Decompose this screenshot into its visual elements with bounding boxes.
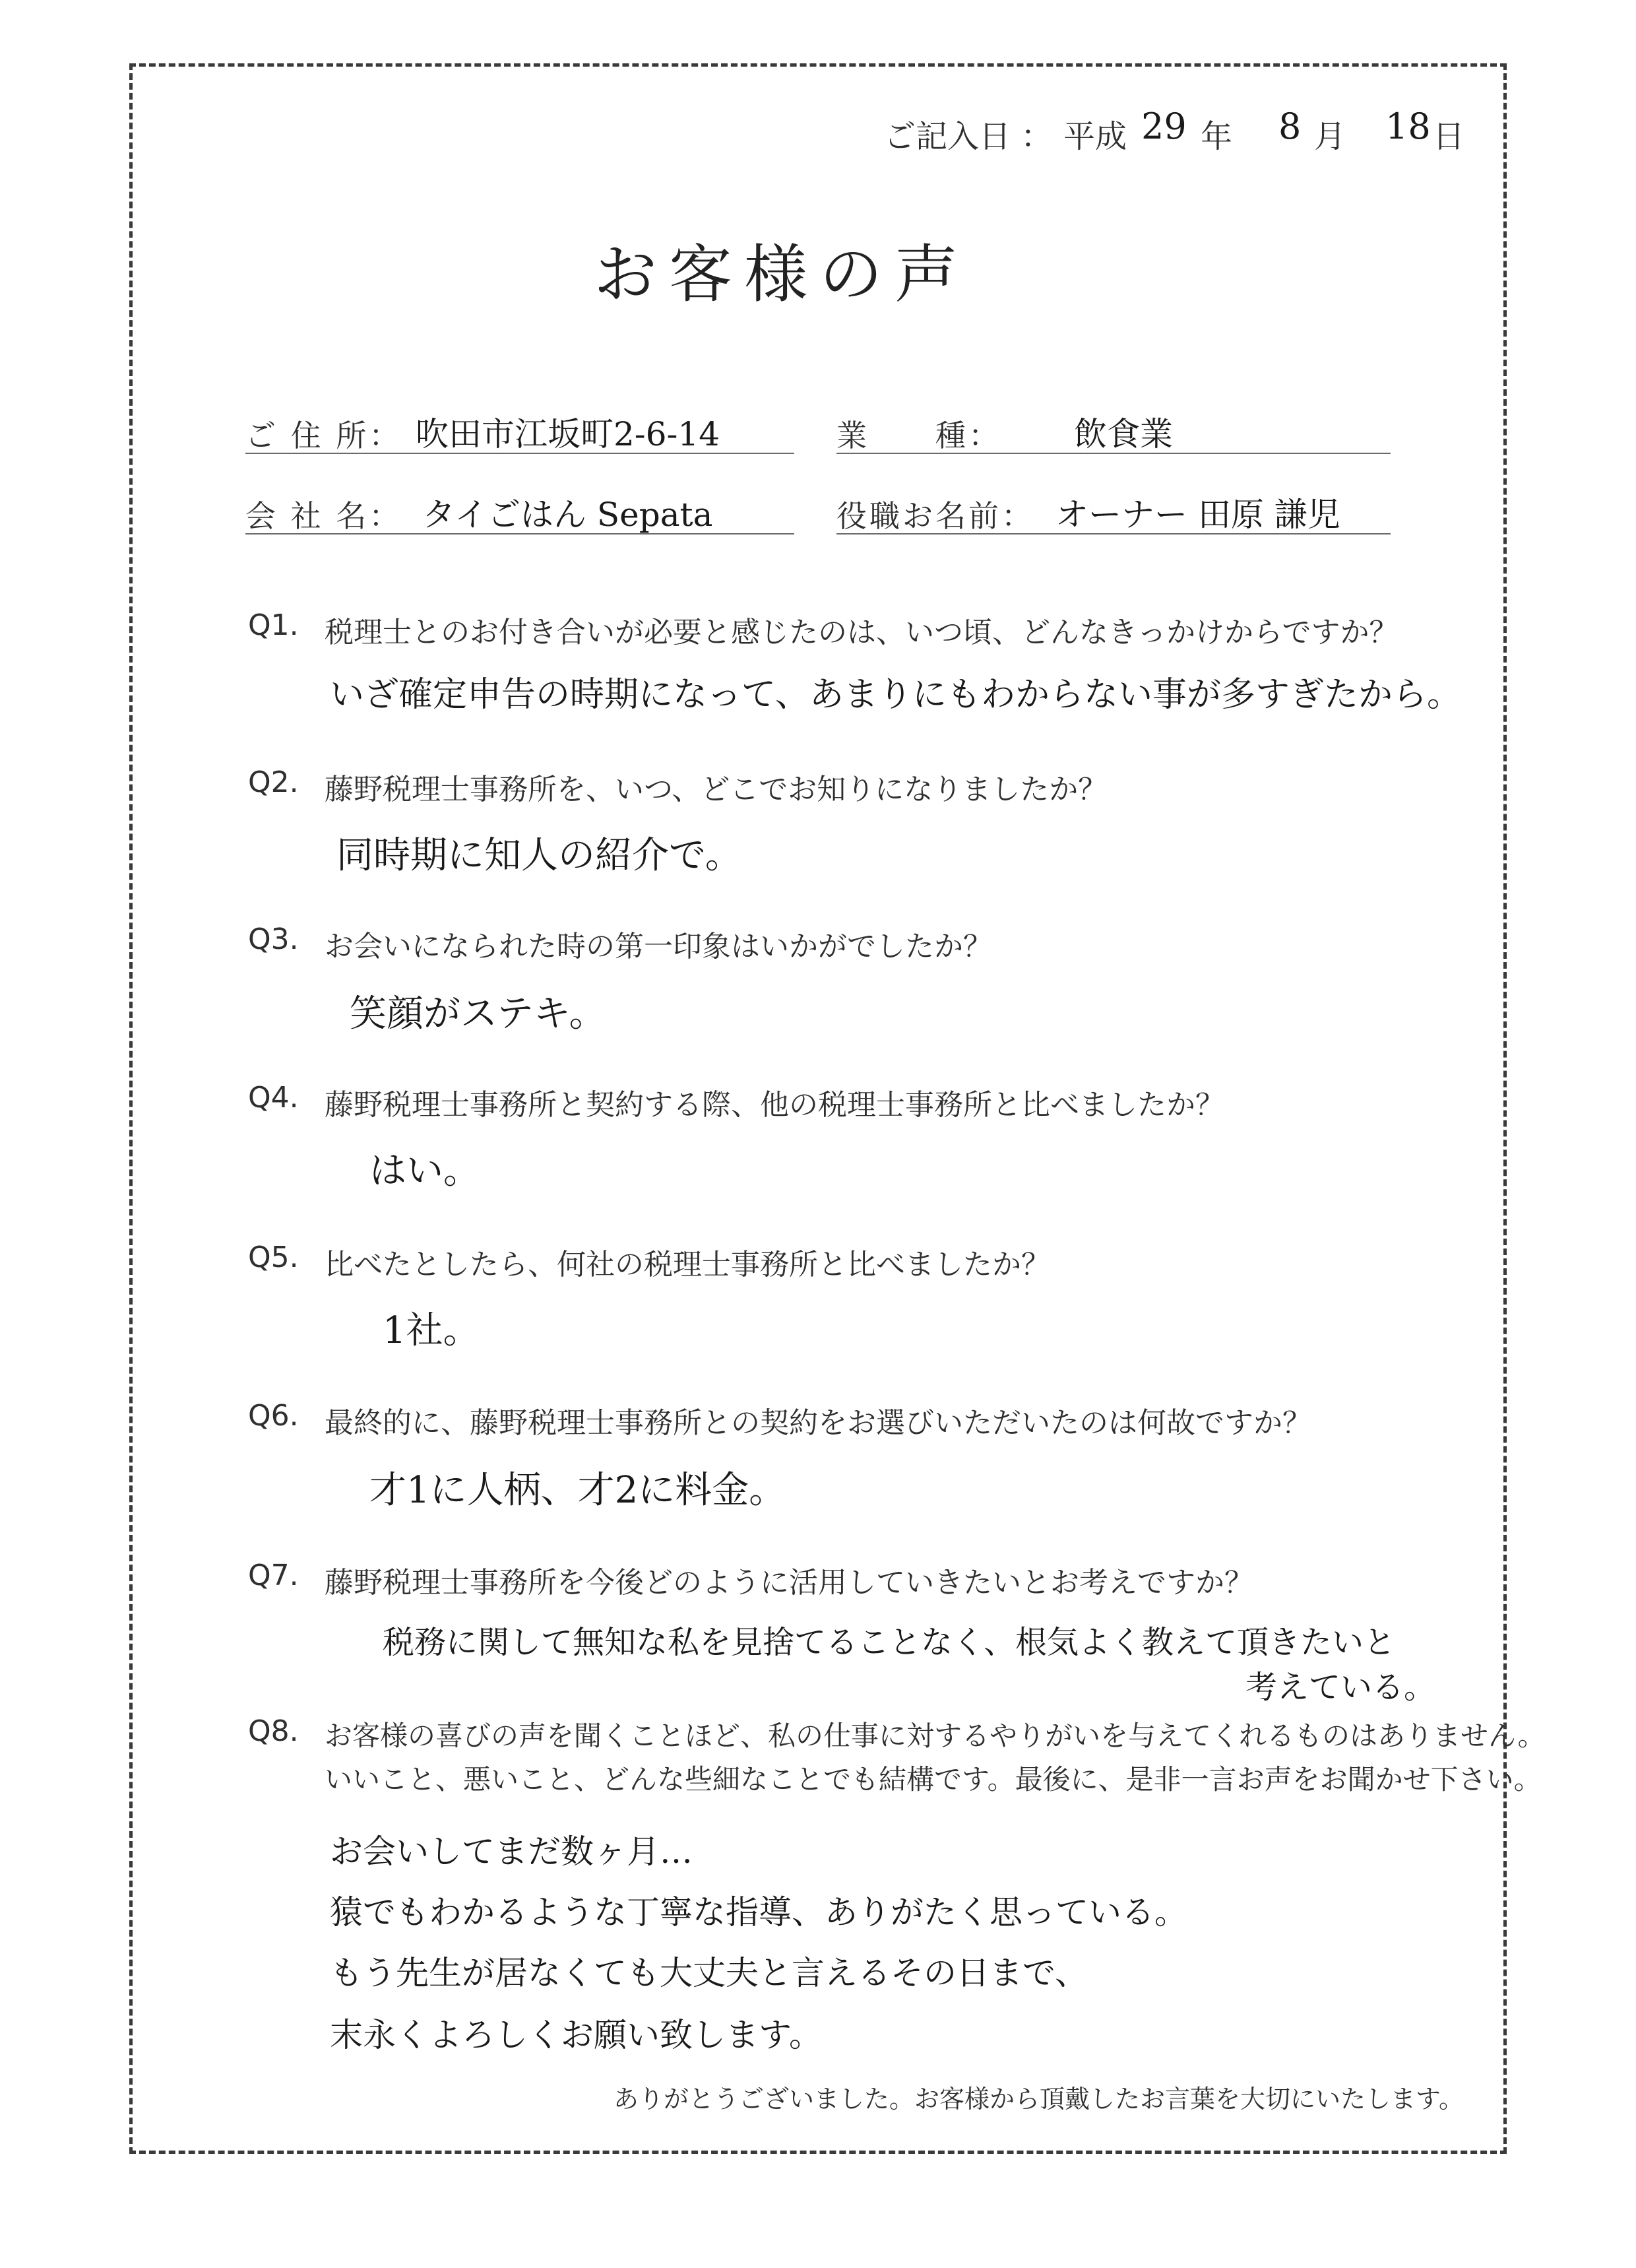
answer-text: 猿でもわかるような丁寧な指導、ありがたく思っている。 bbox=[330, 1893, 1187, 1931]
question-text: 比べたとしたら、何社の税理士事務所と比べましたか？ bbox=[325, 1248, 1050, 1281]
question-text: 藤野税理士事務所を今後どのように活用していきたいとお考えですか？ bbox=[325, 1566, 1253, 1600]
date-label: ご記入日 ： bbox=[884, 118, 1053, 155]
position-value: オーナー 田原 謙児 bbox=[1055, 496, 1340, 534]
answer-text: 税務に関して無知な私を見捨てることなく、根気よく教えて頂きたいと bbox=[383, 1624, 1396, 1661]
question-number: Q3. bbox=[248, 923, 299, 956]
answer-text: 考えている。 bbox=[1245, 1669, 1436, 1706]
question-text: お会いになられた時の第一印象はいかがでしたか？ bbox=[325, 930, 992, 963]
question-number: Q8. bbox=[248, 1714, 299, 1748]
answer-text: 末永くよろしくお願い致します。 bbox=[330, 2016, 822, 2054]
address-label: ご 住 所： bbox=[245, 418, 402, 453]
date-year: 29 bbox=[1141, 106, 1187, 147]
date-year-unit: 年 bbox=[1201, 118, 1233, 155]
question-number: Q1. bbox=[248, 608, 299, 642]
question-number: Q7. bbox=[248, 1559, 299, 1592]
address-underline bbox=[245, 453, 794, 454]
question-text: お客様の喜びの声を聞くことほど、私の仕事に対するやりがいを与えてくれるものはありません。 bbox=[325, 1720, 1546, 1752]
question-text: 藤野税理士事務所を、いつ、どこでお知りになりましたか？ bbox=[325, 773, 1108, 806]
question-text: 最終的に、藤野税理士事務所との契約をお選びいただいたのは何故ですか？ bbox=[325, 1406, 1311, 1440]
question-number: Q4. bbox=[248, 1081, 299, 1115]
answer-text: 1社。 bbox=[383, 1309, 480, 1352]
industry-value: 飲食業 bbox=[1074, 415, 1173, 453]
question-text: 藤野税理士事務所と契約する際、他の税理士事務所と比べましたか？ bbox=[325, 1088, 1224, 1122]
date-era: 平成 bbox=[1063, 118, 1127, 155]
answer-text: お会いしてまだ数ヶ月… bbox=[330, 1832, 693, 1871]
answer-text: 笑顔がステキ。 bbox=[350, 992, 606, 1035]
answer-text: もう先生が居なくても大丈夫と言えるその日まで、 bbox=[330, 1954, 1088, 1992]
question-number: Q6. bbox=[248, 1399, 299, 1433]
company-underline bbox=[245, 533, 794, 535]
date-month-unit: 月 bbox=[1314, 118, 1346, 155]
answer-text: いざ確定申告の時期になって、あまりにもわからない事が多すぎたから。 bbox=[330, 675, 1461, 715]
position-label: 役職お名前： bbox=[836, 498, 1034, 534]
position-underline bbox=[836, 533, 1391, 535]
answer-text: 同時期に知人の紹介で。 bbox=[336, 834, 742, 877]
page-title: お客様の声 bbox=[594, 238, 970, 311]
address-value: 吹田市江坂町2-6-14 bbox=[416, 415, 720, 453]
answer-text: はい。 bbox=[369, 1150, 480, 1192]
question-number: Q2. bbox=[248, 765, 299, 799]
company-label: 会 社 名： bbox=[245, 498, 402, 534]
date-day: 18 bbox=[1385, 106, 1431, 147]
industry-label: 業 種： bbox=[836, 418, 1001, 453]
question-number: Q5. bbox=[248, 1241, 299, 1274]
question-text: 税理士とのお付き合いが必要と感じたのは、いつ頃、どんなきっかけからですか？ bbox=[325, 616, 1399, 649]
industry-underline bbox=[836, 453, 1391, 454]
answer-text: 才1に人柄、才2に料金。 bbox=[369, 1469, 786, 1512]
date-month: 8 bbox=[1278, 106, 1302, 147]
question-text-2: いいこと、悪いこと、どんな些細なことでも結構です。最後に、是非一言お声をお聞かせ下さい。 bbox=[325, 1763, 1542, 1796]
company-value: タイごはん Sepata bbox=[422, 496, 713, 534]
date-day-unit: 日 bbox=[1433, 118, 1465, 155]
footer-note: ありがとうございました。お客様から頂戴したお言葉を大切にいたします。 bbox=[614, 2085, 1464, 2114]
